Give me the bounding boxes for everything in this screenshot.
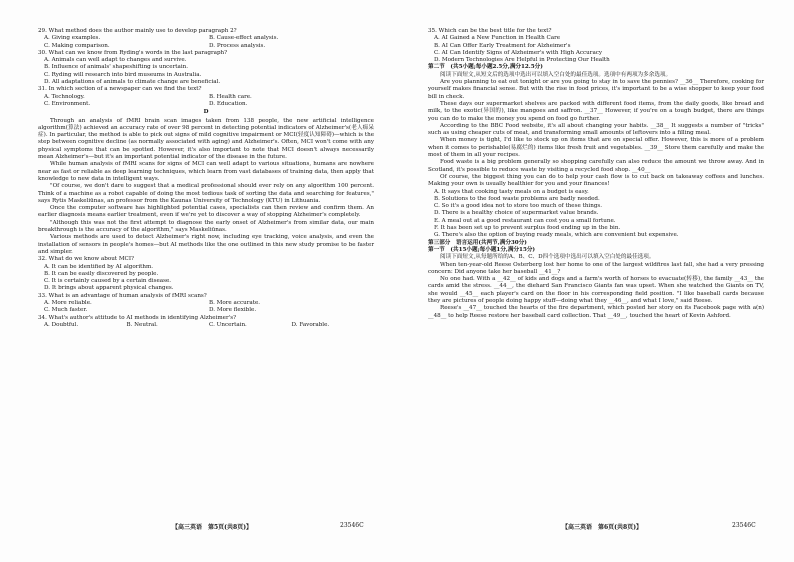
passage-paragraph: "Of course, we don't dare to suggest that a medical professional should ever rely on any algorithm 100 percent. Think of a machine as a robot capable of doing the most tedious task of sorting the data and searching for features," says Rytis Maskeliūnas, an professor from the Kaunas University of Technology (KTU) in Lithuania. bbox=[38, 183, 374, 204]
paper-code-right: 23546C bbox=[732, 522, 756, 529]
cloze-paragraph: Reese's __47__ touched the hearts of the fire department, which posted her story on its Facebook page with a(n) __48__ to help Reese restore her baseball card collection. That __49__, touched the heart of Kevin Ashford. bbox=[428, 305, 764, 319]
option: G. There's also the option of buying ready meals, which are convenient but expensive. bbox=[434, 232, 679, 239]
question-34-options bbox=[38, 322, 374, 329]
option: D. Education. bbox=[209, 100, 248, 107]
option: B. Solutions to the food waste problems are badly needed. bbox=[434, 195, 600, 202]
part-heading: 第三部分 语言运用(共两节,满分30分) bbox=[428, 239, 527, 246]
passage-paragraph: These days our supermarket shelves are packed with different food items, from the daily goods, like bread and milk, to the exotic(异国的), like mangoes and saffron. __37__ However, if you're on a tough budget, there are things you can do to make the money you spend on food go further. bbox=[428, 100, 764, 122]
question-29: 29. What method does the author mainly use to develop paragraph 2? bbox=[38, 28, 237, 34]
option: B. Neutral. bbox=[126, 321, 158, 328]
passage-letter: D bbox=[203, 109, 209, 116]
option: A. AI Gained a New Function in Health Care bbox=[434, 35, 561, 42]
question-30-options bbox=[38, 57, 374, 86]
cloze-paragraph: No one had. With a __42__ of kids and dogs and a farm's worth of horses to evacuate(转移), the family __43__ the cards amid the stress. __44__, the diehard San Francisco Giants fan was upset. When she watched the Giants on TV, she would __45__ each player's card on the floor in his corresponding field position. "I like baseball cards because they are pictures of people doing happy stuff—doing what they __46__, and what I love," said Reese. bbox=[428, 276, 764, 304]
option: C. AI Can Identify Signs of Alzheimer's with High Accuracy bbox=[434, 49, 603, 56]
option: A. Technology. bbox=[44, 93, 85, 100]
option: C. Uncertain. bbox=[209, 321, 247, 328]
question-30: 30. What can we know from Ryding's words in the last paragraph? bbox=[38, 49, 228, 56]
option: F. It has been set up to prevent surplus food ending up in the bin. bbox=[434, 225, 621, 232]
question-35: 35. Which can be the best title for the text? bbox=[428, 28, 552, 34]
question-33-options bbox=[38, 300, 374, 315]
passage-paragraph: Various methods are used to detect Alzheimer's right now, including eye tracking, voice analysis, and even the installation of sensors in people's homes—but AI methods like the one outlined in this new study promise to be faster and simpler. bbox=[38, 234, 374, 255]
option: B. Health care. bbox=[209, 93, 252, 100]
page-footer-left: 【高三英语 第5页(共8页)】 bbox=[172, 524, 253, 531]
cloze-paragraph: When ten-year-old Reese Osterberg lost her home to one of the largest wildfires last fall, she had a very pressing concern: Did anyone take her baseball __41__? bbox=[428, 261, 764, 275]
option: A. It says that cooking tasty meals on a budget is easy. bbox=[434, 188, 589, 195]
option: C. Making comparison. bbox=[44, 42, 110, 49]
option: B. Influence of animals' shapeshifting is uncertain. bbox=[44, 64, 189, 71]
paper-code-left: 23546C bbox=[340, 522, 364, 529]
option: A. Giving examples. bbox=[44, 35, 101, 42]
page-footer-right: 【高三英语 第6页(共8页)】 bbox=[562, 524, 643, 531]
section-heading: 第一节 (共15小题;每小题1分,满分15分) bbox=[428, 246, 536, 253]
option: B. Cause-effect analysis. bbox=[209, 35, 279, 42]
passage-paragraph: Once the computer software has highlighted potential cases, specialists can then review and confirm them. An earlier diagnosis means earlier treatment, even if we're yet to discover a way of stopping Alzheimer's completely. bbox=[38, 205, 374, 219]
option: E. A meal out at a good restaurant can cost you a small fortune. bbox=[434, 217, 616, 224]
option: D. All adaptations of animals to climate change are beneficial. bbox=[44, 79, 221, 86]
question-34: 34. What's author's attitude to AI methods in identifying Alzheimer's? bbox=[38, 314, 237, 321]
question-32-options bbox=[38, 264, 374, 293]
passage-paragraph: Food waste is a big problem generally so shopping carefully can also reduce the amount we throw away. And in Scotland, it's possible to reduce waste by visiting a recycled food shop. __40__ bbox=[428, 159, 764, 173]
option: D. It brings about apparent physical changes. bbox=[44, 285, 174, 292]
option: D. Process analysis. bbox=[209, 42, 266, 49]
right-page bbox=[428, 28, 764, 320]
option: A. It can be identified by AI algorithm. bbox=[44, 263, 154, 270]
question-31: 31. In which section of a newspaper can we find the text? bbox=[38, 86, 202, 93]
option: A. Doubtful. bbox=[44, 321, 79, 328]
section-instructions: 阅读下面短文,从每题所给的A、B、C、D四个选项中选出可以填入空白处的最佳选项。 bbox=[440, 254, 655, 261]
option: D. Favorable. bbox=[291, 321, 330, 328]
left-page bbox=[38, 28, 374, 329]
option: D. More flexible. bbox=[209, 307, 257, 314]
option: B. More accurate. bbox=[209, 299, 261, 306]
seven-choice-options bbox=[428, 189, 764, 240]
section-heading: 第二节 (共5小题;每小题2.5分,满分12.5分) bbox=[428, 64, 543, 71]
option: B. It can be easily discovered by people. bbox=[44, 270, 159, 277]
question-33: 33. What is an advantage of human analysis of fMRI scans? bbox=[38, 292, 207, 299]
option: C. So it's a good idea not to store too much of these things. bbox=[434, 203, 603, 210]
passage-paragraph: When money is tight, I'd like to stock up on items that are on special offer. However, this is more of a problem when it comes to perishable(易腐烂的) items like fresh fruit and vegetables. __39__ Store them carefully and make the most of them in all your recipes. bbox=[428, 137, 764, 159]
option: D. There is a healthy choice of supermarket value brands. bbox=[434, 210, 599, 217]
passage-paragraph: Through an analysis of fMRI brain scan images taken from 138 people, the new artificial intelligence algorithm(算法) achieved an accuracy rate of over 98 percent in detecting potential indicators of Alzheimer's(老人痴呆症). In particular, the method is able to pick out signs of mild cognitive impairment or MCI(轻度认知障碍)—which is the step between cognitive decline (as normally associated with aging) and Alzheimer's. Often, MCI won't come with any physical symptoms that can be spotted. However, it's also important to note that MCI doesn't always necessarily mean Alzheimer's—but it's an important potential indicator of the disease in the future. bbox=[38, 117, 374, 161]
option: C. Environment. bbox=[44, 100, 91, 107]
option: C. It is certainly caused by a certain disease. bbox=[44, 278, 172, 285]
passage-paragraph: According to the BBC Food website, it's all about changing your habits. __38__ It suggests a number of "tricks" such as using cheaper cuts of meat, and transforming small amounts of leftovers into a filling meal. bbox=[428, 122, 764, 137]
question-31-options bbox=[38, 94, 374, 109]
passage-paragraph: While human analysis of fMRI scans for signs of MCI can well adapt to various situations, humans are nowhere near as fast or reliable as deep learning techniques, which learn from vast databases of training data, then apply that knowledge to new data in intelligent ways. bbox=[38, 161, 374, 182]
option: A. Animals can well adapt to changes and survive. bbox=[44, 57, 187, 64]
option: B. AI Can Offer Early Treatment for Alzheimer's bbox=[434, 42, 571, 49]
passage-paragraph: "Although this was not the first attempt to diagnose the early onset of Alzheimer's from similar data, our main breakthrough is the accuracy of the algorithm," says Maskeliūnas. bbox=[38, 219, 374, 234]
question-35-options bbox=[428, 35, 764, 64]
question-32: 32. What do we know about MCI? bbox=[38, 256, 135, 263]
option: C. Much faster. bbox=[44, 307, 88, 314]
option: C. Ryding will research into bird museums in Australia. bbox=[44, 71, 202, 78]
question-29-options bbox=[38, 35, 374, 50]
option: A. More reliable. bbox=[44, 299, 92, 306]
option: D. Modern Technologies Are Helpful in Protecting Our Health bbox=[434, 57, 610, 64]
section-instructions: 阅读下面短文,从短文后的选项中选出可以填入空白处的最佳选项。选项中有两项为多余选项。 bbox=[440, 71, 672, 78]
passage-paragraph: Are you planning to eat out tonight or are you going to stay in to save the pennies? __36__ Therefore, cooking for yourself makes financial sense. But with the rise in food prices, it's important to be a wise shopper to keep your food bill in check. bbox=[428, 79, 764, 100]
passage-paragraph: Of course, the biggest thing you can do to help your cash flow is to cut back on takeaway coffees and lunches. Making your own is usually healthier for you and your finances! bbox=[428, 173, 764, 188]
